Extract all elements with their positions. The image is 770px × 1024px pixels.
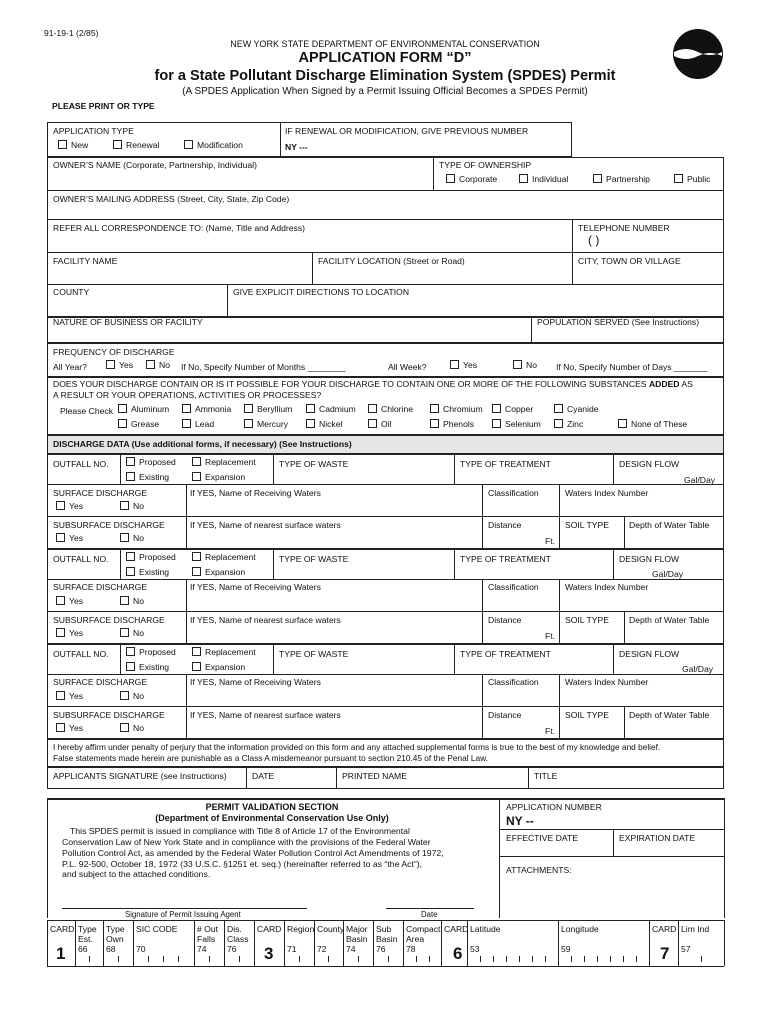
validation-text-1: This SPDES permit is issued in compliance with Title 8 of Article 17 of the Environmental xyxy=(70,826,410,836)
ft: Ft. xyxy=(545,726,556,736)
validation-subtitle: (Department of Environmental Conservation Use Only) xyxy=(155,813,389,823)
substance-cadmium[interactable]: Cadmium xyxy=(306,404,356,414)
type-of-treatment[interactable]: TYPE OF TREATMENT xyxy=(460,459,551,469)
subsurface-no[interactable]: No xyxy=(120,628,144,638)
surface-discharge-label: SURFACE DISCHARGE xyxy=(53,488,148,498)
col-53: 53 xyxy=(470,944,480,954)
checkbox-beryllium[interactable] xyxy=(244,404,253,413)
outfall-label[interactable]: OUTFALL NO. xyxy=(53,554,109,564)
checkbox-modification[interactable] xyxy=(184,140,193,149)
expiration-date-field[interactable]: EXPIRATION DATE xyxy=(619,833,696,843)
latitude: Latitude xyxy=(470,924,501,934)
outfall-label[interactable]: OUTFALL NO. xyxy=(53,649,109,659)
ownership-type-label: TYPE OF OWNERSHIP xyxy=(439,160,532,170)
proposed-option[interactable]: Proposed xyxy=(126,647,176,657)
surface-no[interactable]: No xyxy=(120,691,144,701)
substance-chlorine[interactable]: Chlorine xyxy=(368,404,413,414)
expansion-option[interactable]: Expansion xyxy=(192,662,245,672)
col-74b: 74 xyxy=(346,944,356,954)
effective-date-field[interactable]: EFFECTIVE DATE xyxy=(506,833,578,843)
gal-day: Gal/Day xyxy=(682,664,714,674)
proposed-option[interactable]: Proposed xyxy=(126,457,176,467)
option-new[interactable]: New xyxy=(58,140,88,150)
depth-water-table[interactable]: Depth of Water Table xyxy=(629,710,710,720)
telephone-label: TELEPHONE NUMBER xyxy=(578,223,670,233)
checkbox-cadmium[interactable] xyxy=(306,404,315,413)
date-field[interactable]: DATE xyxy=(252,771,275,781)
correspondence-field[interactable]: REFER ALL CORRESPONDENCE TO: (Name, Title and Address) xyxy=(53,223,306,233)
owner-name-label[interactable]: OWNER’S NAME (Corporate, Partnership, Individual) xyxy=(53,160,257,170)
checkbox-public[interactable] xyxy=(674,174,683,183)
affirmation-line-1: I hereby affirm under penalty of perjury that the information provided on this form and any attached supplemental forms is true to the best of my knowledge and belief. xyxy=(53,742,661,752)
nearest-waters[interactable]: If YES, Name of nearest surface waters xyxy=(190,520,341,530)
please-check-label: Please Check xyxy=(60,406,114,416)
distance[interactable]: Distance xyxy=(488,520,522,530)
department-name: NEW YORK STATE DEPARTMENT OF ENVIRONMENTAL CONSERVATION xyxy=(230,39,540,49)
checkbox-aluminum[interactable] xyxy=(118,404,127,413)
substance-oil[interactable]: Oil xyxy=(368,419,392,429)
checkbox-subsurface-no[interactable] xyxy=(120,723,129,732)
print-note: PLEASE PRINT OR TYPE xyxy=(52,101,155,111)
permit-note: (A SPDES Application When Signed by a Permit Issuing Official Becomes a SPDES Permit) xyxy=(182,86,588,97)
ownership-individual[interactable]: Individual xyxy=(519,174,568,184)
agent-date-line[interactable]: Date xyxy=(421,910,438,919)
validation-text-2: Conservation Law of New York State and in compliance with the provisions of the Federal Water xyxy=(62,837,431,847)
checkbox-cyanide[interactable] xyxy=(554,404,563,413)
checkbox-expansion[interactable] xyxy=(192,567,201,576)
telephone-field[interactable]: ( ) xyxy=(588,233,600,247)
existing-option[interactable]: Existing xyxy=(126,567,169,577)
card-label: CARD xyxy=(50,924,75,934)
checkbox-surface-yes[interactable] xyxy=(56,596,65,605)
checkbox-subsurface-yes[interactable] xyxy=(56,628,65,637)
soil-type[interactable]: SOIL TYPE xyxy=(565,615,609,625)
subsurface-no[interactable]: No xyxy=(120,723,144,733)
checkbox-surface-no[interactable] xyxy=(120,501,129,510)
soil-type[interactable]: SOIL TYPE xyxy=(565,520,609,530)
nearest-waters[interactable]: If YES, Name of nearest surface waters xyxy=(190,615,341,625)
card-label: CARD xyxy=(444,924,469,934)
substance-ammonia[interactable]: Ammonia xyxy=(182,404,231,414)
ft: Ft. xyxy=(545,536,556,546)
type-of-waste[interactable]: TYPE OF WASTE xyxy=(279,649,349,659)
surface-discharge-label: SURFACE DISCHARGE xyxy=(53,582,148,592)
replacement-option[interactable]: Replacement xyxy=(192,647,256,657)
card-3: 3 xyxy=(264,944,274,963)
previous-number-field[interactable]: NY --- xyxy=(285,142,308,152)
checkbox-proposed[interactable] xyxy=(126,647,135,656)
waters-index[interactable]: Waters Index Number xyxy=(565,488,649,498)
card-6: 6 xyxy=(453,944,463,963)
substance-selenium[interactable]: Selenium xyxy=(492,419,541,429)
days-text[interactable]: If No, Specify Number of Days _______ xyxy=(556,362,708,372)
substance-phenols[interactable]: Phenols xyxy=(430,419,474,429)
checkbox-new[interactable] xyxy=(58,140,67,149)
gal-day: Gal/Day xyxy=(684,475,716,485)
checkbox-partnership[interactable] xyxy=(593,174,602,183)
checkbox-existing[interactable] xyxy=(126,567,135,576)
ft: Ft. xyxy=(545,631,556,641)
col-70: 70 xyxy=(136,944,146,954)
receiving-waters[interactable]: If YES, Name of Receiving Waters xyxy=(190,488,321,498)
replacement-option[interactable]: Replacement xyxy=(192,457,256,467)
mailing-address-field[interactable]: OWNER’S MAILING ADDRESS (Street, City, State, Zip Code) xyxy=(53,194,290,204)
directions-field[interactable]: GIVE EXPLICIT DIRECTIONS TO LOCATION xyxy=(233,287,410,297)
col-68: 68 xyxy=(106,944,116,954)
substance-zinc[interactable]: Zinc xyxy=(554,419,583,429)
subsurface-yes[interactable]: Yes xyxy=(56,723,83,733)
checkbox-copper[interactable] xyxy=(492,404,501,413)
substance-beryllium[interactable]: Beryllium xyxy=(244,404,292,414)
depth-water-table[interactable]: Depth of Water Table xyxy=(629,520,710,530)
design-flow[interactable]: DESIGN FLOW xyxy=(619,649,680,659)
proposed-option[interactable]: Proposed xyxy=(126,552,176,562)
nearest-waters[interactable]: If YES, Name of nearest surface waters xyxy=(190,710,341,720)
validation-text-4: P.L. 92-500, October 18, 1972 (33 U.S.C. §1251 et. seq.) (hereinafter referred to as “the Act”), xyxy=(62,859,423,869)
checkbox-chromium[interactable] xyxy=(430,404,439,413)
expansion-option[interactable]: Expansion xyxy=(192,567,245,577)
subsurface-yes[interactable]: Yes xyxy=(56,628,83,638)
attachments-field[interactable]: ATTACHMENTS: xyxy=(506,865,572,875)
application-type-label: APPLICATION TYPE xyxy=(53,126,134,136)
gal-day: Gal/Day xyxy=(652,569,684,579)
checkbox-existing[interactable] xyxy=(126,472,135,481)
validation-title: PERMIT VALIDATION SECTION xyxy=(205,802,339,812)
type-of-waste[interactable]: TYPE OF WASTE xyxy=(279,459,349,469)
col-59: 59 xyxy=(561,944,571,954)
affirmation-line-2: False statements made herein are punishable as a Class A misdemeanor pursuant to section 210.45 of the Penal Law. xyxy=(53,753,488,763)
discharge-header: DISCHARGE DATA (Use additional forms, if necessary) (See Instructions) xyxy=(53,439,352,449)
checkbox-expansion[interactable] xyxy=(192,472,201,481)
distance[interactable]: Distance xyxy=(488,710,522,720)
months-text[interactable]: If No, Specify Number of Months ________ xyxy=(181,362,346,372)
col-76a: 76 xyxy=(227,944,237,954)
checkbox-nickel[interactable] xyxy=(306,419,315,428)
validation-text-5: and subject to the attached conditions. xyxy=(62,869,211,879)
checkbox-selenium[interactable] xyxy=(492,419,501,428)
checkbox-ammonia[interactable] xyxy=(182,404,191,413)
checkbox-all-week-no[interactable] xyxy=(513,360,522,369)
surface-no[interactable]: No xyxy=(120,596,144,606)
checkbox-replacement[interactable] xyxy=(192,647,201,656)
subsurface-label: SUBSURFACE DISCHARGE xyxy=(53,710,165,720)
substance-mercury[interactable]: Mercury xyxy=(244,419,288,429)
type-of-waste[interactable]: TYPE OF WASTE xyxy=(279,554,349,564)
classification[interactable]: Classification xyxy=(488,582,539,592)
checkbox-none[interactable] xyxy=(618,419,627,428)
substance-copper[interactable]: Copper xyxy=(492,404,533,414)
checkbox-oil[interactable] xyxy=(368,419,377,428)
design-flow[interactable]: DESIGN FLOW xyxy=(619,554,680,564)
surface-discharge-label: SURFACE DISCHARGE xyxy=(53,677,148,687)
population-field[interactable]: POPULATION SERVED (See Instructions) xyxy=(537,317,700,327)
subsurface-label: SUBSURFACE DISCHARGE xyxy=(53,615,165,625)
checkbox-phenols[interactable] xyxy=(430,419,439,428)
existing-option[interactable]: Existing xyxy=(126,662,169,672)
compact-area: Compact Area xyxy=(406,924,441,944)
card-7: 7 xyxy=(660,944,670,963)
design-flow[interactable]: DESIGN FLOW xyxy=(619,459,680,469)
form-title: APPLICATION FORM “D” xyxy=(298,50,472,66)
all-week-label: All Week? xyxy=(388,362,427,372)
sub-basin: Sub Basin xyxy=(376,924,398,944)
checkbox-chlorine[interactable] xyxy=(368,404,377,413)
title-field[interactable]: TITLE xyxy=(534,771,558,781)
checkbox-expansion[interactable] xyxy=(192,662,201,671)
city-field[interactable]: CITY, TOWN OR VILLAGE xyxy=(578,256,681,266)
type-est: Type Est. xyxy=(78,924,97,944)
substance-lead[interactable]: Lead xyxy=(182,419,214,429)
type-own: Type Own xyxy=(106,924,125,944)
checkbox-individual[interactable] xyxy=(519,174,528,183)
distance[interactable]: Distance xyxy=(488,615,522,625)
checkbox-grease[interactable] xyxy=(118,419,127,428)
all-week-yes[interactable]: Yes xyxy=(450,360,477,370)
app-number-field[interactable]: NY -- xyxy=(506,814,534,828)
dec-logo-icon xyxy=(672,28,724,80)
substance-aluminum[interactable]: Aluminum xyxy=(118,404,169,414)
col-76b: 76 xyxy=(376,944,386,954)
ownership-corporate[interactable]: Corporate xyxy=(446,174,497,184)
longitude: Longitude xyxy=(561,924,599,934)
checkbox-zinc[interactable] xyxy=(554,419,563,428)
out-falls: # Out Falls xyxy=(197,924,219,944)
major-basin: Major Basin xyxy=(346,924,368,944)
subsurface-yes[interactable]: Yes xyxy=(56,533,83,543)
checkbox-proposed[interactable] xyxy=(126,552,135,561)
receiving-waters[interactable]: If YES, Name of Receiving Waters xyxy=(190,677,321,687)
checkbox-replacement[interactable] xyxy=(192,457,201,466)
surface-yes[interactable]: Yes xyxy=(56,596,83,606)
checkbox-proposed[interactable] xyxy=(126,457,135,466)
substance-chromium[interactable]: Chromium xyxy=(430,404,483,414)
county-code: County xyxy=(317,924,345,934)
all-year-yes[interactable]: Yes xyxy=(106,360,133,370)
ownership-public[interactable]: Public xyxy=(674,174,710,184)
checkbox-all-week-yes[interactable] xyxy=(450,360,459,369)
option-renewal[interactable]: Renewal xyxy=(113,140,159,150)
facility-location-field[interactable]: FACILITY LOCATION (Street or Road) xyxy=(318,256,465,266)
lim-ind: Lim Ind xyxy=(681,924,710,934)
all-year-label: All Year? xyxy=(53,362,87,372)
checkbox-surface-no[interactable] xyxy=(120,691,129,700)
applicant-signature-field[interactable]: APPLICANTS SIGNATURE (see Instructions) xyxy=(53,771,227,781)
expansion-option[interactable]: Expansion xyxy=(192,472,245,482)
substance-grease[interactable]: Grease xyxy=(118,419,159,429)
checkbox-renewal[interactable] xyxy=(113,140,122,149)
substance-none[interactable]: None of These xyxy=(618,419,687,429)
checkbox-surface-no[interactable] xyxy=(120,596,129,605)
substance-cyanide[interactable]: Cyanide xyxy=(554,404,599,414)
checkbox-all-year-no[interactable] xyxy=(146,360,155,369)
substance-nickel[interactable]: Nickel xyxy=(306,419,342,429)
depth-water-table[interactable]: Depth of Water Table xyxy=(629,615,710,625)
form-subtitle: for a State Pollutant Discharge Elimination System (SPDES) Permit xyxy=(154,68,616,84)
replacement-option[interactable]: Replacement xyxy=(192,552,256,562)
checkbox-replacement[interactable] xyxy=(192,552,201,561)
card-1: 1 xyxy=(56,944,66,963)
classification[interactable]: Classification xyxy=(488,677,539,687)
receiving-waters[interactable]: If YES, Name of Receiving Waters xyxy=(190,582,321,592)
all-year-no[interactable]: No xyxy=(146,360,170,370)
col-78: 78 xyxy=(406,944,416,954)
subsurface-no[interactable]: No xyxy=(120,533,144,543)
col-72: 72 xyxy=(317,944,327,954)
existing-option[interactable]: Existing xyxy=(126,472,169,482)
app-number-label: APPLICATION NUMBER xyxy=(506,802,602,812)
region: Region xyxy=(287,924,315,934)
subsurface-label: SUBSURFACE DISCHARGE xyxy=(53,520,165,530)
dis-class: Dis. Class xyxy=(227,924,249,944)
county-field[interactable]: COUNTY xyxy=(53,287,90,297)
col-74a: 74 xyxy=(197,944,207,954)
checkbox-surface-yes[interactable] xyxy=(56,501,65,510)
col-71: 71 xyxy=(287,944,297,954)
form-code: 91-19-1 (2/85) xyxy=(44,28,99,38)
agent-signature-line[interactable]: Signature of Permit Issuing Agent xyxy=(125,910,241,919)
checkbox-subsurface-yes[interactable] xyxy=(56,533,65,542)
col-57: 57 xyxy=(681,944,691,954)
ownership-partnership[interactable]: Partnership xyxy=(593,174,650,184)
checkbox-subsurface-no[interactable] xyxy=(120,533,129,542)
checkbox-subsurface-no[interactable] xyxy=(120,628,129,637)
nature-field[interactable]: NATURE OF BUSINESS OR FACILITY xyxy=(53,317,203,327)
waters-index[interactable]: Waters Index Number xyxy=(565,582,649,592)
checkbox-corporate[interactable] xyxy=(446,174,455,183)
surface-no[interactable]: No xyxy=(120,501,144,511)
validation-text-3: Pollution Control Act, as amended by the Federal Water Pollution Control Act Amendments of 1972, xyxy=(62,848,444,858)
surface-yes[interactable]: Yes xyxy=(56,691,83,701)
soil-type[interactable]: SOIL TYPE xyxy=(565,710,609,720)
frequency-label: FREQUENCY OF DISCHARGE xyxy=(53,347,175,357)
checkbox-subsurface-yes[interactable] xyxy=(56,723,65,732)
checkbox-surface-yes[interactable] xyxy=(56,691,65,700)
previous-number-label: IF RENEWAL OR MODIFICATION, GIVE PREVIOUS NUMBER xyxy=(285,126,529,136)
outfall-label[interactable]: OUTFALL NO. xyxy=(53,459,109,469)
sic-code: SIC CODE xyxy=(136,924,178,934)
substances-question: DOES YOUR DISCHARGE CONTAIN OR IS IT POSSIBLE FOR YOUR DISCHARGE TO CONTAIN ONE OR MORE OF THE FOLLOWING SUBSTANCES ADDED AS xyxy=(53,379,693,389)
checkbox-existing[interactable] xyxy=(126,662,135,671)
printed-name-field[interactable]: PRINTED NAME xyxy=(342,771,407,781)
type-of-treatment[interactable]: TYPE OF TREATMENT xyxy=(460,649,551,659)
classification[interactable]: Classification xyxy=(488,488,539,498)
substances-question-2: A RESULT OR YOUR OPERATIONS, ACTIVITIES OR PROCESSES? xyxy=(53,390,322,400)
facility-name-field[interactable]: FACILITY NAME xyxy=(53,256,118,266)
all-week-no[interactable]: No xyxy=(513,360,537,370)
col-66: 66 xyxy=(78,944,88,954)
card-label: CARD xyxy=(652,924,677,934)
card-label: CARD xyxy=(257,924,282,934)
option-modification[interactable]: Modification xyxy=(184,140,243,150)
checkbox-mercury[interactable] xyxy=(244,419,253,428)
waters-index[interactable]: Waters Index Number xyxy=(565,677,649,687)
checkbox-all-year-yes[interactable] xyxy=(106,360,115,369)
checkbox-lead[interactable] xyxy=(182,419,191,428)
type-of-treatment[interactable]: TYPE OF TREATMENT xyxy=(460,554,551,564)
surface-yes[interactable]: Yes xyxy=(56,501,83,511)
